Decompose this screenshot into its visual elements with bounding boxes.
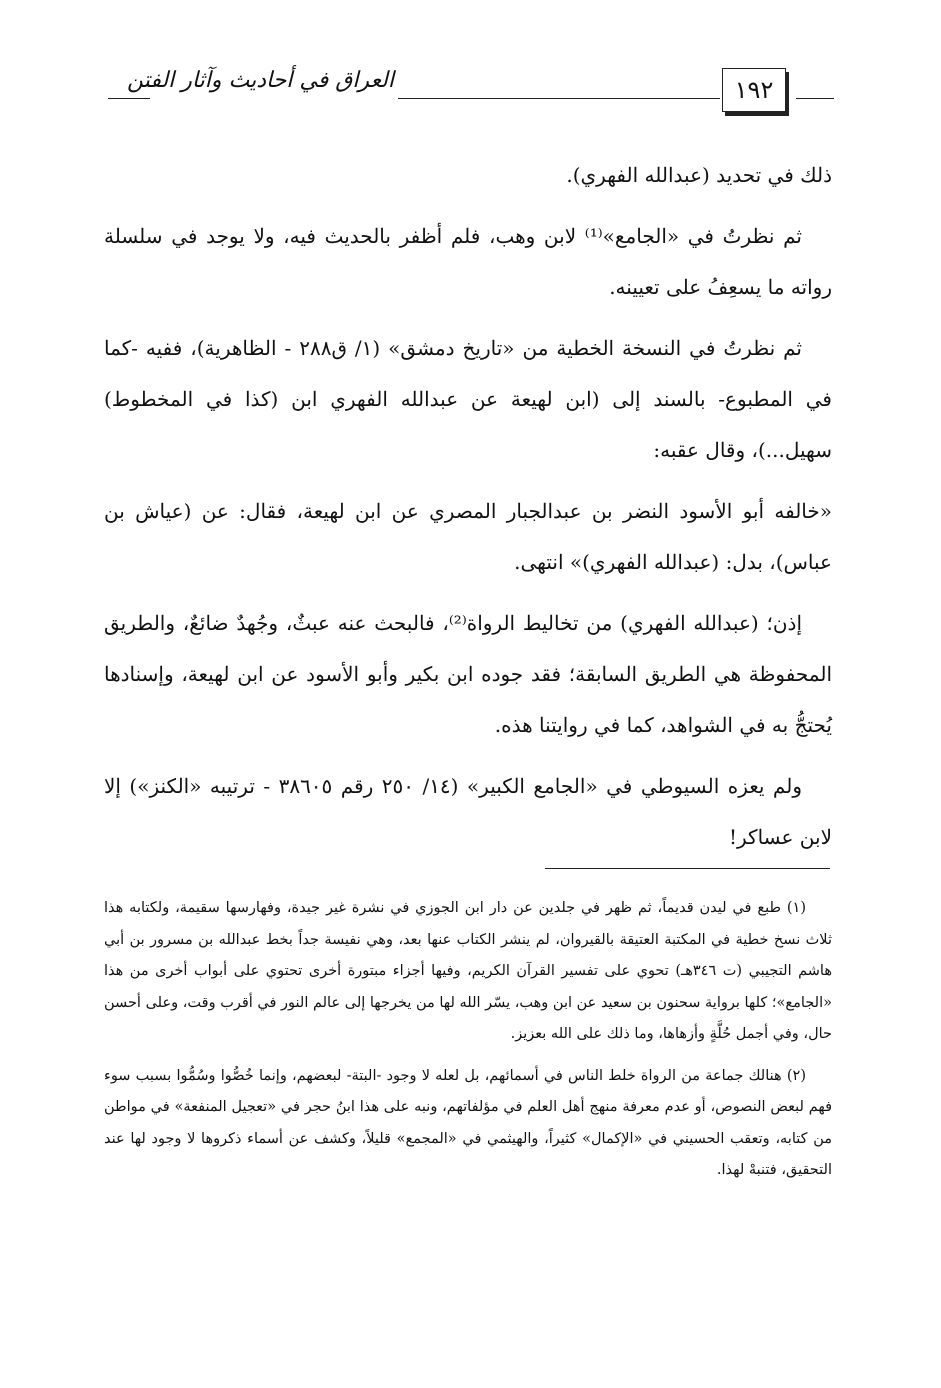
page-header	[108, 60, 834, 122]
paragraph-5: إذن؛ (عبدالله الفهري) من تخاليط الرواة⁽²⁾، فالبحث عنه عبثٌ، وجُهدٌ ضائعٌ، والطريق المحفوظة هي الطريق السابقة؛ فقد جوده ابن بكير وأبو الأسود عن ابن لهيعة، وإسنادها يُحتجُّ به في الشواهد، كما في روايتنا هذه.	[104, 611, 832, 737]
running-title: العراق في أحاديث وآثار الفتن	[126, 68, 394, 93]
paragraph-4-quote: «خالفه أبو الأسود النضر بن عبدالجبار المصري عن ابن لهيعة، فقال: عن (عياش بن عباس)، بدل: (عبدالله الفهري)» انتهى.	[104, 499, 832, 574]
footnote-separator	[545, 868, 830, 869]
header-rule-middle	[398, 98, 720, 99]
header-rule-left	[108, 98, 150, 99]
paragraph-2: ثم نظرتُ في «الجامع»⁽¹⁾ لابن وهب، فلم أظفر بالحديث فيه، ولا يوجد في سلسلة رواته ما يسعِفُ على تعيينه.	[104, 224, 832, 299]
page-number: ١٩٢	[722, 68, 786, 112]
paragraph-3: ثم نظرتُ في النسخة الخطية من «تاريخ دمشق» (١/ ق٢٨٨ - الظاهرية)، ففيه -كما في المطبوع- بالسند إلى (ابن لهيعة عن عبدالله الفهري ابن (كذا في المخطوط) سهيل...)، وقال عقبه:	[104, 336, 832, 462]
footnote-2: (٢) هنالك جماعة من الرواة خلط الناس في أسمائهم، بل لعله لا وجود -البتة- لبعضهم، وإنما خُصُّوا وسُمُّوا بسبب سوء فهم لبعض النصوص، أو عدم معرفة منهج أهل العلم في مؤلفاتهم، ونبه على هذا ابنُ حجر في «تعجيل المنفعة» في مواطن من كتابه، وتعقب الحسيني في «الإكمال» كثيراً، والهيثمي في «المجمع» قليلاً، وكشف عن أسماء ذكروها لا وجود لها عند التحقيق، فتنبهْ لهذا.	[104, 1067, 832, 1178]
header-rule-right	[796, 98, 834, 99]
paragraph-6: ولم يعزه السيوطي في «الجامع الكبير» (١٤/ ٢٥٠ رقم ٣٨٦٠٥ - ترتيبه «الكنز») إلا لابن عساكر!	[104, 774, 832, 849]
footnotes	[104, 893, 832, 1197]
footnote-1: (١) طبع في ليدن قديماً، ثم ظهر في جلدين عن دار ابن الجوزي في نشرة غير جيدة، وفهارسها سقيمة، ولكتابه هذا ثلاث نسخ خطية في المكتبة العتيقة بالقيروان، لم ينشر الكتاب عنها بعد، وهي نفيسة جداً بخط عبدالله بن مسرور بن أبي هاشم التجيبي (ت ٣٤٦هـ) تحوي على تفسير القرآن الكريم، وفيها أجزاء مبتورة أخرى تحتوي على أبواب أخرى من هذا «الجامع»؛ كلها برواية سحنون بن سعيد عن ابن وهب، يسّر الله لها من يخرجها إلى عالم النور في أقرب وقت، وعلى أحسن حال، وفي أجمل حُلَّةٍ وأزهاها، وما ذلك على الله بعزيز.	[104, 900, 832, 1042]
main-text	[104, 150, 832, 873]
paragraph-1: ذلك في تحديد (عبدالله الفهري).	[566, 163, 832, 187]
